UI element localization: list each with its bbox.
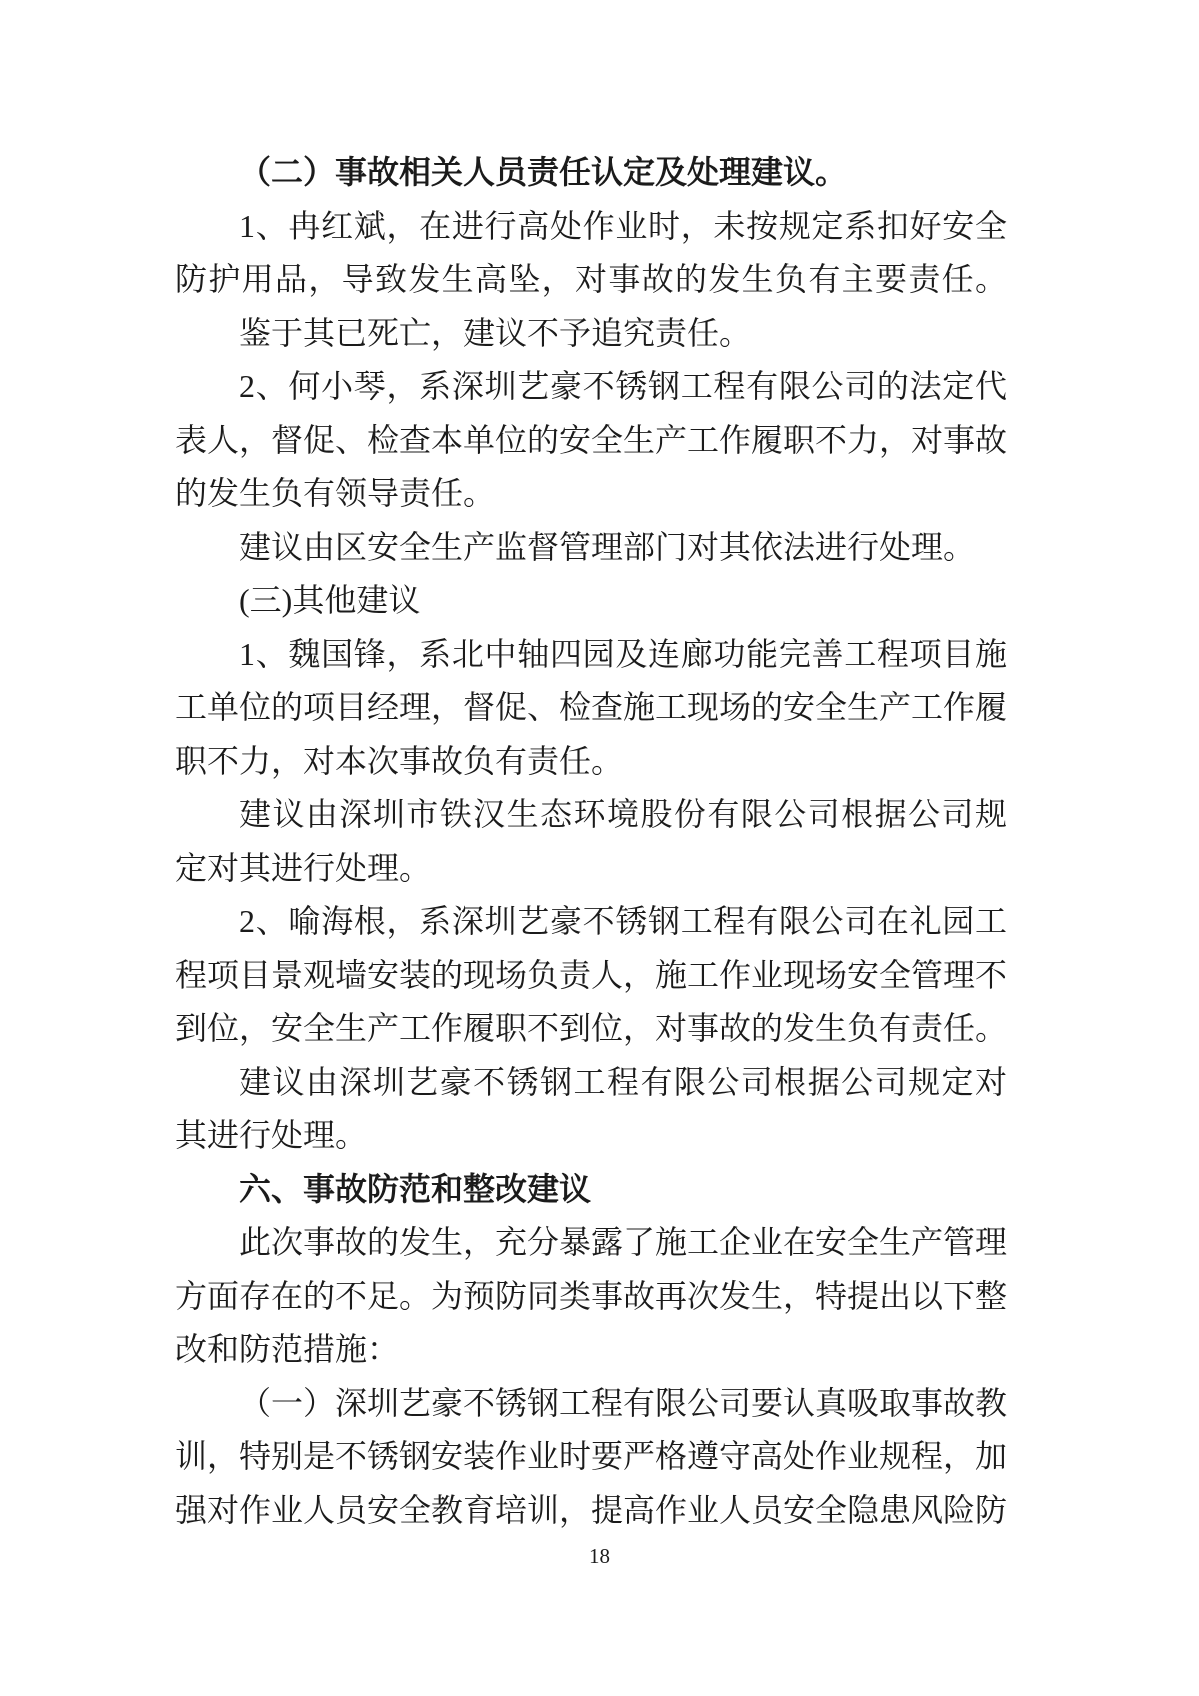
text-line: 工单位的项目经理，督促、检查施工现场的安全生产工作履 bbox=[175, 689, 1008, 725]
text-line: 定对其进行处理。 bbox=[175, 849, 432, 886]
text-line: 训，特别是不锈钢安装作业时要严格遵守高处作业规程，加 bbox=[175, 1438, 1008, 1474]
text-line: 其进行处理。 bbox=[175, 1117, 368, 1153]
text-line: 建议由区安全生产监督管理部门对其依法进行处理。 bbox=[239, 528, 976, 565]
text-line: 2、喻海根，系深圳艺豪不锈钢工程有限公司在礼园工 bbox=[239, 903, 1007, 939]
text-line: 1、冉红斌，在进行高处作业时，未按规定系扣好安全 bbox=[239, 207, 1007, 244]
text-line: 到位，安全生产工作履职不到位，对事故的发生负有责任。 bbox=[175, 1010, 1008, 1046]
text-line: 改和防范措施： bbox=[175, 1331, 400, 1367]
text-line: 程项目景观墙安装的现场负责人，施工作业现场安全管理不 bbox=[175, 956, 1008, 993]
text-line: 的发生负有领导责任。 bbox=[175, 475, 496, 511]
text-line: 2、何小琴，系深圳艺豪不锈钢工程有限公司的法定代 bbox=[239, 368, 1007, 404]
text-line: 建议由深圳市铁汉生态环境股份有限公司根据公司规 bbox=[239, 796, 1007, 832]
text-line: (三)其他建议 bbox=[239, 582, 421, 618]
text-line: 方面存在的不足。为预防同类事故再次发生，特提出以下整 bbox=[175, 1277, 1008, 1314]
text-line: 防护用品，导致发生高坠，对事故的发生负有主要责任。 bbox=[175, 261, 1007, 297]
text-line: （一）深圳艺豪不锈钢工程有限公司要认真吸取事故教 bbox=[239, 1384, 1008, 1421]
text-line: 强对作业人员安全教育培训，提高作业人员安全隐患风险防 bbox=[175, 1491, 1008, 1528]
heading-line: （二）事故相关人员责任认定及处理建议。 bbox=[239, 153, 848, 191]
text-line: 职不力，对本次事故负有责任。 bbox=[175, 742, 624, 779]
text-line: 表人，督促、检查本单位的安全生产工作履职不力，对事故 bbox=[175, 421, 1008, 458]
document-body bbox=[175, 146, 1007, 1537]
text-line: 鉴于其已死亡，建议不予追究责任。 bbox=[239, 314, 752, 351]
text-line: 此次事故的发生，充分暴露了施工企业在安全生产管理 bbox=[239, 1224, 1008, 1260]
heading-line: 六、事故防范和整改建议 bbox=[239, 1169, 592, 1208]
page-number: 18 bbox=[589, 1544, 610, 1568]
text-line: 1、魏国锋，系北中轴四园及连廊功能完善工程项目施 bbox=[239, 635, 1007, 672]
text-line: 建议由深圳艺豪不锈钢工程有限公司根据公司规定对 bbox=[239, 1063, 1007, 1100]
